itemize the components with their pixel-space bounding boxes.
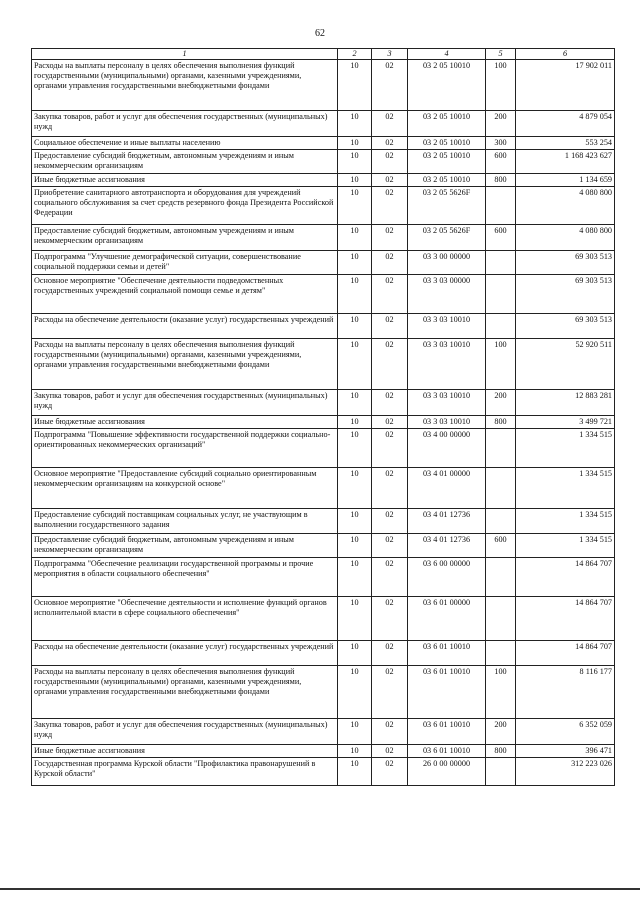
row-expense-type-cell: 200 (486, 719, 516, 745)
row-subsection-cell: 02 (372, 275, 408, 314)
row-section-cell: 10 (338, 150, 372, 174)
row-name-cell: Расходы на выплаты персоналу в целях обеспечения выполнения функций государственными (муниципальными) органами, казенными учреждениями, органами управления государственными внебюджетными фондами (32, 339, 338, 390)
row-section-cell: 10 (338, 509, 372, 534)
row-section-cell: 10 (338, 416, 372, 429)
table-row (32, 111, 615, 137)
row-amount-cell: 4 080 800 (516, 187, 615, 225)
row-section-cell: 10 (338, 534, 372, 558)
row-name-cell: Расходы на обеспечение деятельности (оказание услуг) государственных учреждений (32, 314, 338, 339)
row-target-article-cell: 03 3 03 10010 (408, 390, 486, 416)
row-subsection-cell: 02 (372, 468, 408, 509)
row-amount-cell: 396 471 (516, 745, 615, 758)
row-subsection-cell: 02 (372, 558, 408, 597)
row-subsection-cell: 02 (372, 719, 408, 745)
row-expense-type-cell (486, 429, 516, 468)
row-section-cell: 10 (338, 60, 372, 111)
row-amount-cell: 1 334 515 (516, 509, 615, 534)
row-name-cell: Предоставление субсидий бюджетным, автономным учреждениям и иным некоммерческим организациям (32, 225, 338, 251)
row-section-cell: 10 (338, 275, 372, 314)
table-row (32, 314, 615, 339)
row-expense-type-cell (486, 641, 516, 666)
row-expense-type-cell (486, 758, 516, 786)
row-amount-cell: 6 352 059 (516, 719, 615, 745)
row-name-cell: Основное мероприятие "Обеспечение деятельности и исполнение функций органов исполнительной власти в сфере социального обеспечения" (32, 597, 338, 641)
row-amount-cell: 17 902 011 (516, 60, 615, 111)
row-name-cell: Иные бюджетные ассигнования (32, 174, 338, 187)
table-row (32, 150, 615, 174)
row-name-cell: Иные бюджетные ассигнования (32, 416, 338, 429)
row-target-article-cell: 03 6 01 10010 (408, 719, 486, 745)
row-subsection-cell: 02 (372, 390, 408, 416)
row-target-article-cell: 03 2 05 10010 (408, 111, 486, 137)
row-section-cell: 10 (338, 666, 372, 719)
row-subsection-cell: 02 (372, 111, 408, 137)
row-target-article-cell: 03 2 05 10010 (408, 60, 486, 111)
row-subsection-cell: 02 (372, 174, 408, 187)
row-subsection-cell: 02 (372, 641, 408, 666)
table-row (32, 187, 615, 225)
table-row (32, 137, 615, 150)
row-target-article-cell: 03 2 05 5626F (408, 225, 486, 251)
row-target-article-cell: 03 4 01 00000 (408, 468, 486, 509)
row-section-cell: 10 (338, 745, 372, 758)
row-expense-type-cell: 800 (486, 174, 516, 187)
row-amount-cell: 1 168 423 627 (516, 150, 615, 174)
row-target-article-cell: 03 6 00 00000 (408, 558, 486, 597)
row-expense-type-cell (486, 314, 516, 339)
row-subsection-cell: 02 (372, 225, 408, 251)
row-expense-type-cell (486, 251, 516, 275)
row-amount-cell: 69 303 513 (516, 275, 615, 314)
row-section-cell: 10 (338, 225, 372, 251)
row-amount-cell: 4 879 054 (516, 111, 615, 137)
table-body (32, 60, 615, 786)
table-row (32, 758, 615, 786)
col-header-expense-type: 5 (486, 49, 516, 60)
header-row (32, 49, 615, 60)
row-amount-cell: 69 303 513 (516, 251, 615, 275)
row-section-cell: 10 (338, 111, 372, 137)
row-target-article-cell: 03 6 01 10010 (408, 745, 486, 758)
row-amount-cell: 14 864 707 (516, 641, 615, 666)
row-amount-cell: 3 499 721 (516, 416, 615, 429)
table-row (32, 509, 615, 534)
row-target-article-cell: 03 2 05 10010 (408, 174, 486, 187)
row-expense-type-cell (486, 468, 516, 509)
row-name-cell: Расходы на выплаты персоналу в целях обеспечения выполнения функций государственными (муниципальными) органами, казенными учреждениями, органами управления государственными внебюджетными фондами (32, 666, 338, 719)
row-name-cell: Приобретение санитарного автотранспорта и оборудования для учреждений социального обслуживания за счет средств резервного фонда Президента Российской Федерации (32, 187, 338, 225)
table-row (32, 468, 615, 509)
row-target-article-cell: 03 3 03 10010 (408, 314, 486, 339)
table-row (32, 225, 615, 251)
row-name-cell: Подпрограмма "Повышение эффективности государственной поддержки социально-ориентированных некоммерческих организаций" (32, 429, 338, 468)
row-expense-type-cell: 800 (486, 745, 516, 758)
row-subsection-cell: 02 (372, 429, 408, 468)
row-section-cell: 10 (338, 641, 372, 666)
budget-table (31, 48, 615, 786)
row-amount-cell: 312 223 026 (516, 758, 615, 786)
row-name-cell: Предоставление субсидий бюджетным, автономным учреждениям и иным некоммерческим организациям (32, 534, 338, 558)
row-subsection-cell: 02 (372, 597, 408, 641)
row-subsection-cell: 02 (372, 339, 408, 390)
row-section-cell: 10 (338, 597, 372, 641)
table-row (32, 174, 615, 187)
footer-divider (0, 888, 640, 890)
row-expense-type-cell: 200 (486, 111, 516, 137)
row-expense-type-cell: 200 (486, 390, 516, 416)
row-section-cell: 10 (338, 339, 372, 390)
row-name-cell: Закупка товаров, работ и услуг для обеспечения государственных (муниципальных) нужд (32, 719, 338, 745)
row-amount-cell: 8 116 177 (516, 666, 615, 719)
row-expense-type-cell: 100 (486, 339, 516, 390)
row-name-cell: Расходы на обеспечение деятельности (оказание услуг) государственных учреждений (32, 641, 338, 666)
row-name-cell: Расходы на выплаты персоналу в целях обеспечения выполнения функций государственными (муниципальными) органами, казенными учреждениями, органами управления государственными внебюджетными фондами (32, 60, 338, 111)
row-target-article-cell: 03 3 03 10010 (408, 416, 486, 429)
table-row (32, 641, 615, 666)
row-subsection-cell: 02 (372, 666, 408, 719)
table-row (32, 597, 615, 641)
row-amount-cell: 4 080 800 (516, 225, 615, 251)
row-name-cell: Предоставление субсидий бюджетным, автономным учреждениям и иным некоммерческим организациям (32, 150, 338, 174)
row-name-cell: Подпрограмма "Улучшение демографической ситуации, совершенствование социальной поддержки семьи и детей" (32, 251, 338, 275)
table-row (32, 719, 615, 745)
col-header-target-article: 4 (408, 49, 486, 60)
row-subsection-cell: 02 (372, 251, 408, 275)
table-row (32, 534, 615, 558)
row-expense-type-cell: 100 (486, 60, 516, 111)
table-row (32, 275, 615, 314)
row-expense-type-cell (486, 509, 516, 534)
col-header-name: 1 (32, 49, 338, 60)
table-row (32, 251, 615, 275)
row-target-article-cell: 03 4 00 00000 (408, 429, 486, 468)
row-target-article-cell: 03 4 01 12736 (408, 534, 486, 558)
row-section-cell: 10 (338, 468, 372, 509)
row-name-cell: Основное мероприятие "Предоставление субсидий социально ориентированным некоммерческим организациям на конкурсной основе" (32, 468, 338, 509)
row-expense-type-cell (486, 558, 516, 597)
table-row (32, 60, 615, 111)
row-section-cell: 10 (338, 390, 372, 416)
row-target-article-cell: 03 6 01 10010 (408, 666, 486, 719)
col-header-amount: 6 (516, 49, 615, 60)
row-subsection-cell: 02 (372, 416, 408, 429)
row-expense-type-cell: 600 (486, 534, 516, 558)
row-expense-type-cell (486, 187, 516, 225)
row-name-cell: Государственная программа Курской области "Профилактика правонарушений в Курской области" (32, 758, 338, 786)
row-amount-cell: 14 864 707 (516, 597, 615, 641)
row-subsection-cell: 02 (372, 509, 408, 534)
row-expense-type-cell: 100 (486, 666, 516, 719)
row-expense-type-cell: 300 (486, 137, 516, 150)
row-target-article-cell: 03 2 05 5626F (408, 187, 486, 225)
row-section-cell: 10 (338, 758, 372, 786)
row-target-article-cell: 03 6 01 00000 (408, 597, 486, 641)
row-subsection-cell: 02 (372, 534, 408, 558)
table-row (32, 339, 615, 390)
row-section-cell: 10 (338, 558, 372, 597)
row-section-cell: 10 (338, 187, 372, 225)
col-header-section: 2 (338, 49, 372, 60)
row-name-cell: Предоставление субсидий поставщикам социальных услуг, не участвующим в выполнении государственного задания (32, 509, 338, 534)
row-target-article-cell: 03 6 01 10010 (408, 641, 486, 666)
row-section-cell: 10 (338, 251, 372, 275)
row-target-article-cell: 03 2 05 10010 (408, 137, 486, 150)
row-subsection-cell: 02 (372, 137, 408, 150)
row-subsection-cell: 02 (372, 60, 408, 111)
page-number: 62 (315, 28, 325, 39)
row-target-article-cell: 03 3 00 00000 (408, 251, 486, 275)
row-amount-cell: 69 303 513 (516, 314, 615, 339)
row-subsection-cell: 02 (372, 187, 408, 225)
row-section-cell: 10 (338, 137, 372, 150)
row-amount-cell: 1 134 659 (516, 174, 615, 187)
table-row (32, 429, 615, 468)
row-expense-type-cell (486, 597, 516, 641)
table-row (32, 416, 615, 429)
row-target-article-cell: 26 0 00 00000 (408, 758, 486, 786)
row-target-article-cell: 03 3 03 00000 (408, 275, 486, 314)
row-amount-cell: 52 920 511 (516, 339, 615, 390)
table-row (32, 666, 615, 719)
row-name-cell: Закупка товаров, работ и услуг для обеспечения государственных (муниципальных) нужд (32, 390, 338, 416)
col-header-subsection: 3 (372, 49, 408, 60)
row-amount-cell: 553 254 (516, 137, 615, 150)
table-row (32, 390, 615, 416)
row-expense-type-cell: 800 (486, 416, 516, 429)
row-expense-type-cell: 600 (486, 150, 516, 174)
row-name-cell: Подпрограмма "Обеспечение реализации государственной программы и прочие мероприятия в области социального обеспечения" (32, 558, 338, 597)
table-row (32, 745, 615, 758)
row-subsection-cell: 02 (372, 758, 408, 786)
row-amount-cell: 1 334 515 (516, 534, 615, 558)
row-section-cell: 10 (338, 174, 372, 187)
row-name-cell: Иные бюджетные ассигнования (32, 745, 338, 758)
row-subsection-cell: 02 (372, 314, 408, 339)
row-section-cell: 10 (338, 719, 372, 745)
row-expense-type-cell: 600 (486, 225, 516, 251)
row-target-article-cell: 03 3 03 10010 (408, 339, 486, 390)
row-subsection-cell: 02 (372, 745, 408, 758)
row-name-cell: Социальное обеспечение и иные выплаты населению (32, 137, 338, 150)
row-target-article-cell: 03 2 05 10010 (408, 150, 486, 174)
row-section-cell: 10 (338, 314, 372, 339)
row-amount-cell: 14 864 707 (516, 558, 615, 597)
row-amount-cell: 1 334 515 (516, 468, 615, 509)
row-section-cell: 10 (338, 429, 372, 468)
row-name-cell: Основное мероприятие "Обеспечение деятельности подведомственных государственных учреждений социальной помощи семье и детям" (32, 275, 338, 314)
row-target-article-cell: 03 4 01 12736 (408, 509, 486, 534)
row-amount-cell: 1 334 515 (516, 429, 615, 468)
table-row (32, 558, 615, 597)
row-expense-type-cell (486, 275, 516, 314)
row-amount-cell: 12 883 281 (516, 390, 615, 416)
row-subsection-cell: 02 (372, 150, 408, 174)
row-name-cell: Закупка товаров, работ и услуг для обеспечения государственных (муниципальных) нужд (32, 111, 338, 137)
